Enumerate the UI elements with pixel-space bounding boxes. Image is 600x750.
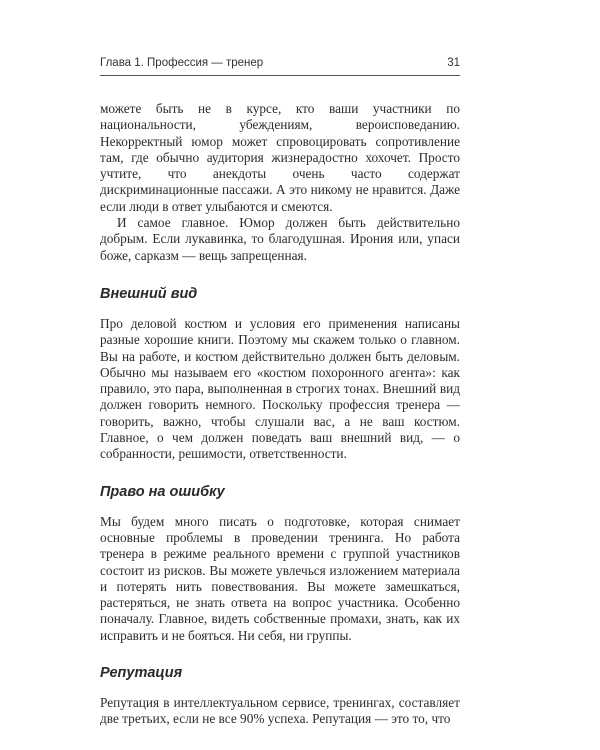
paragraph-appearance: Про деловой костюм и условия его применения написаны разные хорошие книги. Поэтому мы скажем только о главном. Вы на работе, и костюм действительно должен быть деловым. Обычно мы называем его «костюм похоронного агента»: как правило, это пара, выполненная в строгих тонах. Внешний вид должен говорить немного. Поскольку профессия тренера — говорить, важно, чтобы слушали вас, а не ваш костюм. Главное, о чем должен поведать ваш внешний вид, — о собранности, решимости, ответственности. [100, 315, 460, 462]
page-body [100, 101, 460, 728]
section-heading-mistake: Право на ошибку [100, 483, 225, 500]
paragraph-mistake: Мы будем много писать о подготовке, которая снимает основные проблемы в проведении тренинга. Но работа тренера в режиме реального времени с группой участников состоит из рисков. Вы можете увлечься изложением материала и потерять нить повествования. Вы можете замешкаться, растеряться, не знать ответа на вопрос участника. Особенно поначалу. Главное, видеть собственные промахи, знать, как их исправить и не бояться. Ни себя, ни группы. [100, 513, 460, 643]
paragraph-intro-2: И самое главное. Юмор должен быть действительно добрым. Если лукавинка, то благодушная. Ирония или, упаси боже, сарказм — вещь запрещенная. [100, 215, 460, 263]
chapter-title: Глава 1. Профессия — тренер [100, 57, 264, 69]
section-heading-appearance: Внешний вид [100, 285, 198, 302]
header-rule [100, 75, 460, 76]
section-heading-reputation: Репутация [100, 665, 183, 682]
page-number: 31 [447, 57, 460, 69]
paragraph-intro-1: можете быть не в курсе, кто ваши участники по национальности, убеждениям, вероисповеданию. Некорректный юмор может спровоцировать сопротивление там, где обычно аудитория жизнерадостно хохочет. Просто учтите, что анекдоты очень часто содержат дискриминационные пассажи. А это никому не нравится. Даже если люди в ответ улыбаются и смеются. [100, 101, 460, 214]
paragraph-reputation: Репутация в интеллектуальном сервисе, тренингах, составляет две третьих, если не все 90% успеха. Репутация — это то, что [100, 695, 460, 727]
running-header [100, 55, 460, 75]
